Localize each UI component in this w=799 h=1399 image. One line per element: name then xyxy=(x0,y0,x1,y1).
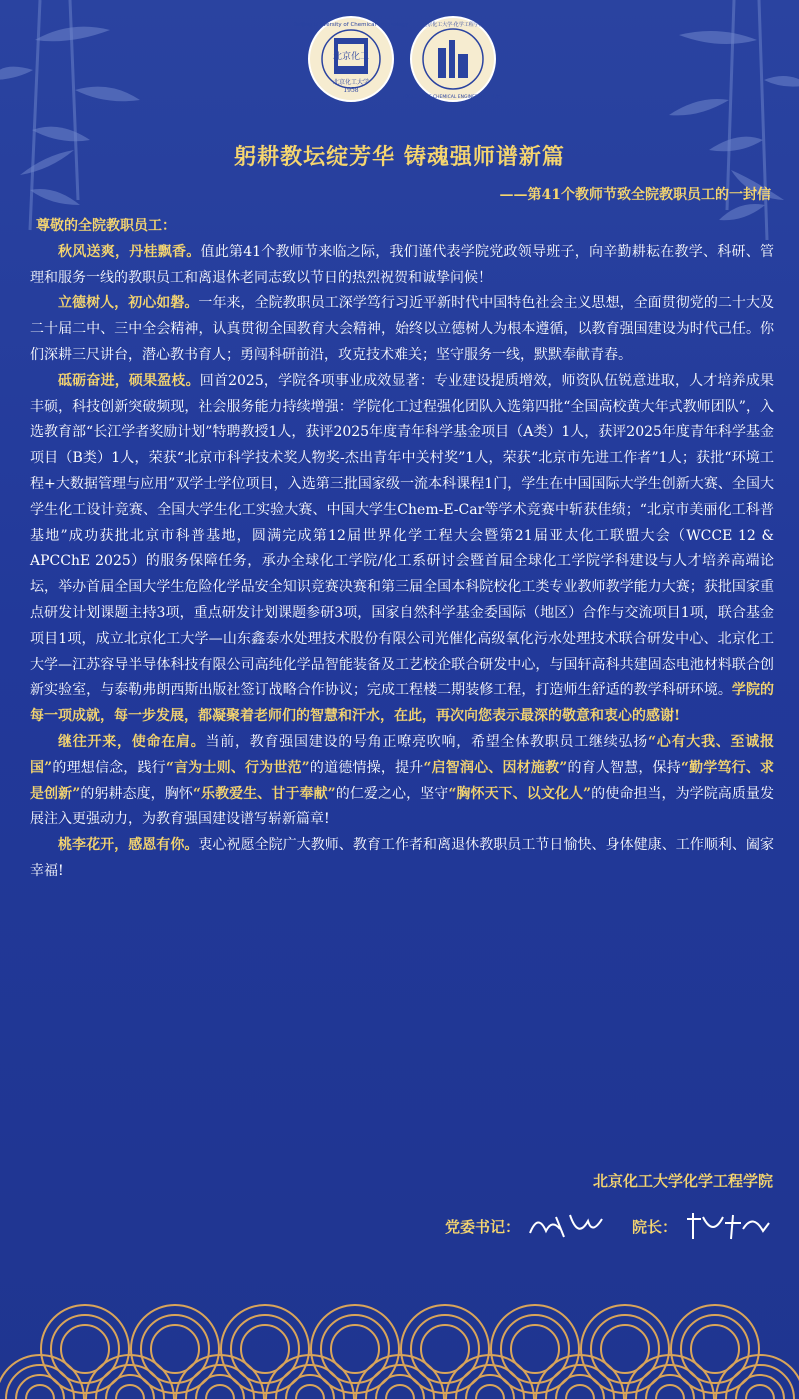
letter-body xyxy=(30,214,774,885)
quote-3: “启智润心、因材施教” xyxy=(423,759,568,776)
signature-block xyxy=(445,1170,773,1243)
paragraph-4-text: 的躬耕态度，胸怀 xyxy=(80,785,193,802)
paragraph-4-text: 的道德情操，提升 xyxy=(309,759,424,776)
paragraph-3-text: 回首2025，学院各项事业成效显著：专业建设提质增效，师资队伍锐意进取，人才培养成果丰硕，科技创新突破频现，社会服务能力持续增强：学院化工过程强化团队入选第四批“全国高校黄大年式教师团队”，入选教育部“长江学者奖励计划”特聘教授1人，获评2025年度青年科学基金项目（A类）1人，获评2025年度青年科学基金项目（B类）1人，荣获“北京市科学技术奖人物奖-杰出青年中关村奖”1人，荣获“北京市先进工作者”1人；获批“环境工程+大数据管理与应用”双学士学位项目，入选第三批国家级一流本科课程1门，学生在中国国际大学生创新大赛、全国大学生化工设计竞赛、全国大学生化工实验大赛、中国大学生Chem-E-Car等学术竞赛中斩获佳绩；“北京市美丽化工科普基地”成功获批北京市科普基地，圆满完成第12届世界化学工程大会暨第21届亚太化工联盟大会（WCCE 12 & APCChE 2025）的服务保障任务，承办全球化工学院/化工系研讨会暨首届全球化工学院学科建设与人才培养高端论坛，举办首届全国大学生危险化学品安全知识竞赛决赛和第三届全国本科院校化工类专业教师教学能力大赛；获批国家重点研发计划课题主持3项，重点研发计划课题参研3项，国家自然科学基金委国际（地区）合作与交流项目1项，联合基金项目1项，成立北京化工大学—山东鑫泰水处理技术股份有限公司光催化高级氧化污水处理技术联合研发中心、北京化工大学—江苏容导半导体科技有限公司高纯化学品智能装备及工艺校企联合研发中心，与国轩高科共建固态电池材料联合创新实验室，与泰勒弗朗西斯出版社签订战略合作协议；完成工程楼二期装修工程，打造师生舒适的教学科研环境。 xyxy=(30,372,774,699)
quote-6: “胸怀天下、以文化人” xyxy=(448,785,592,802)
quote-4: “勤学笃行、求是创新” xyxy=(30,759,775,802)
logo-group xyxy=(293,14,503,114)
paragraph-1-lead: 秋风送爽，丹桂飘香。 xyxy=(58,243,201,260)
quote-2: “言为士则、行为世范” xyxy=(165,759,310,776)
paragraph-2 xyxy=(30,291,774,368)
paragraph-3 xyxy=(30,369,774,730)
paragraph-3-closing: 学院的每一项成就，每一步发展，都凝聚着老师们的智慧和汗水，在此，再次向您表示最深的敬意和衷心的感谢! xyxy=(30,682,774,725)
university-seal-logo xyxy=(293,14,409,104)
svg-text:北京化工: 北京化工 xyxy=(332,52,370,62)
dean-handwritten-signature xyxy=(683,1209,773,1243)
paragraph-4-text: 的仁爱之心，坚守 xyxy=(335,785,449,802)
paragraph-2-lead: 立德树人，初心如磐。 xyxy=(58,295,199,312)
svg-text:北京化工大学: 北京化工大学 xyxy=(332,79,370,86)
secretary-label: 党委书记： xyxy=(444,1217,520,1236)
wave-pattern-decoration xyxy=(0,1289,799,1399)
svg-text:Beijing University of Chemical: Beijing University of Chemical Technology xyxy=(293,22,409,28)
paragraph-4-text: 当前，教育强国建设的号角正嘹亮吹响，希望全体教职员工继续弘扬 xyxy=(205,733,648,750)
paragraph-3-lead: 砥砺奋进，硕果盈枝。 xyxy=(58,372,200,389)
quote-5: “乐教爱生、甘于奉献” xyxy=(192,785,336,802)
quote-1: “心有大我、至诚报国” xyxy=(30,733,775,776)
signature-row xyxy=(445,1209,773,1243)
paragraph-5-text: 衷心祝愿全院广大教师、教育工作者和离退休教职员工节日愉快、身体健康、工作顺利、阖家幸福! xyxy=(30,837,775,879)
paragraph-1 xyxy=(30,240,774,292)
page-title: 躬耕教坛绽芳华 铸魂强师谱新篇 xyxy=(234,144,565,170)
paragraph-4-text: 的育人智慧，保持 xyxy=(567,759,681,776)
svg-text:COLLEGE OF CHEMICAL ENGINEERIN: COLLEGE OF CHEMICAL ENGINEERING BUCT xyxy=(403,95,503,100)
paragraph-5-lead: 桃李花开，感恩有你。 xyxy=(58,837,199,854)
svg-text:北京化工大学·化学工程学院: 北京化工大学·化学工程学院 xyxy=(422,22,484,28)
secretary-handwritten-signature xyxy=(526,1209,606,1243)
bamboo-left-decoration xyxy=(0,0,150,230)
paragraph-1-text: 值此第41个教师节来临之际，我们谨代表学院党政领导班子，向辛勤耕耘在教学、科研、管理和服务一线的教职员工和离退休老同志致以节日的热烈祝贺和诚挚问候！ xyxy=(30,243,775,286)
signature-org: 北京化工大学化学工程学院 xyxy=(592,1172,773,1190)
college-logo xyxy=(403,14,503,104)
paragraph-4 xyxy=(30,730,774,833)
paragraph-4-lead: 继往开来，使命在肩。 xyxy=(58,733,206,750)
page-subtitle: ——第41个教师节致全院教职员工的一封信 xyxy=(499,187,771,203)
paragraph-2-text: 一年来，全院教职员工深学笃行习近平新时代中国特色社会主义思想，全面贯彻党的二十大及二十届二中、三中全会精神，认真贯彻全国教育大会精神，始终以立德树人为根本遵循，以教育强国建设为时代己任。你们深耕三尺讲台，潜心教书育人；勇闯科研前沿，攻克技术难关；坚守服务一线，默默奉献青春。 xyxy=(30,295,775,363)
bamboo-right-decoration xyxy=(639,0,799,240)
paragraph-4-text: 的使命担当，为学院高质量发展注入更强动力，为教育强国建设谱写崭新篇章! xyxy=(30,785,775,828)
greeting: 尊敬的全院教职员工： xyxy=(36,218,176,234)
dean-label: 院长： xyxy=(631,1217,677,1236)
svg-text:1958: 1958 xyxy=(343,87,359,94)
paragraph-4-text: 的理想信念，践行 xyxy=(52,759,166,776)
paragraph-5 xyxy=(30,833,774,885)
